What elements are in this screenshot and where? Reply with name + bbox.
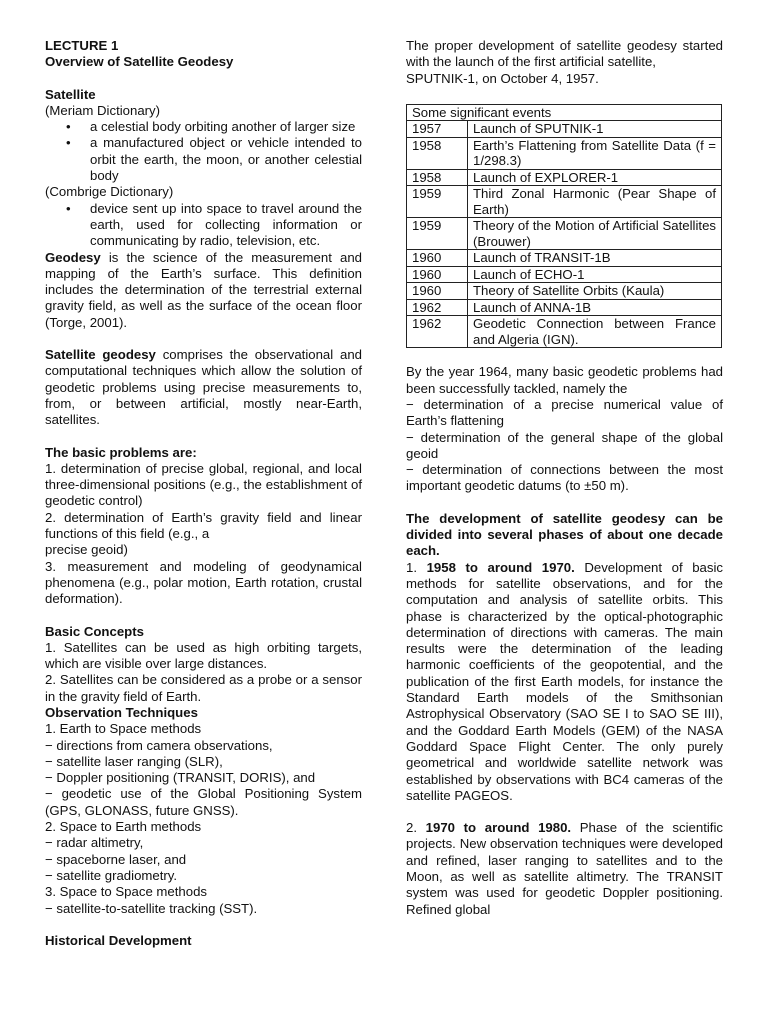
observation-line: 3. Space to Space methods: [45, 884, 208, 900]
events-table: [406, 104, 722, 349]
satellite-geodesy-definition: [45, 347, 362, 428]
table-row: [407, 266, 722, 283]
satellite-heading: Satellite: [45, 86, 96, 102]
concept-item: 1. Satellites can be used as high orbiting targets, which are visible over large distances.: [45, 639, 362, 672]
by-1964-item: − determination of a precise numerical value of Earth’s flattening: [406, 396, 723, 429]
event-year: 1962: [407, 299, 468, 316]
observation-line: 1. Earth to Space methods: [45, 721, 202, 737]
intro-paragraph: The proper development of satellite geodesy started with the launch of the first artificial satellite,: [406, 38, 723, 70]
event-year: 1959: [407, 218, 468, 250]
event-text: Launch of ANNA-1B: [468, 299, 722, 316]
observation-heading: Observation Techniques: [45, 704, 198, 720]
intro-paragraph-2: SPUTNIK-1, on October 4, 1957.: [406, 70, 599, 86]
table-row: [407, 283, 722, 300]
combrige-list: [45, 201, 362, 250]
table-header-row: [407, 104, 722, 121]
phase-1-text: Development of basic methods for satellite observations, and for the computation and analysis of satellite orbits. This phase is characterized by the optical-photographic determination of directions with cameras. The main results were the determination of the leading harmonic coefficients of the geopotential, and the publication of the first Earth models, for instance the Standard Earth models of the Smithsonian Astrophysical Observatory (SAO SE I to SAO SE III), and the Goddard Earth Models (GEM) of the NASA Goddard Space Flight Center. The only purely geometrical and worldwide satellite network was established by observations with BC4 cameras of the satellite PAGEOS.: [406, 559, 723, 803]
table-row: [407, 218, 722, 250]
table-header: Some significant events: [407, 104, 722, 121]
combrige-source: (Combrige Dictionary): [45, 184, 174, 200]
right-column: [406, 38, 723, 918]
table-row: [407, 186, 722, 218]
list-item: • a manufactured object or vehicle intended to orbit the earth, the moon, or another celestial body: [45, 135, 362, 184]
event-text: Launch of ECHO-1: [468, 266, 722, 283]
by-1964-paragraph: By the year 1964, many basic geodetic problems had been successfully tackled, namely the: [406, 364, 723, 396]
event-year: 1958: [407, 137, 468, 169]
list-item: • device sent up into space to travel around the earth, used for collecting information or communicating by radio, television, etc.: [45, 201, 362, 250]
meriam-source: (Meriam Dictionary): [45, 102, 161, 118]
event-text: Launch of TRANSIT-1B: [468, 250, 722, 267]
observation-line: − satellite gradiometry.: [45, 867, 178, 883]
event-text: Theory of Satellite Orbits (Kaula): [468, 283, 722, 300]
event-year: 1959: [407, 186, 468, 218]
table-row: [407, 137, 722, 169]
by-1964-item: − determination of connections between the most important geodetic datums (to ±50 m).: [406, 462, 723, 494]
event-year: 1958: [407, 169, 468, 186]
observation-line: − spaceborne laser, and: [45, 851, 187, 867]
phase-2-number: 2.: [406, 820, 426, 836]
event-text: Launch of SPUTNIK-1: [468, 121, 722, 138]
table-row: [407, 169, 722, 186]
event-year: 1962: [407, 316, 468, 348]
lecture-title: LECTURE 1: [45, 38, 119, 53]
phase-2-text: Phase of the scientific projects. New observation techniques were developed and refined, laser ranging to satellites and to the Moon, as well as satellite altimetry. The TRANSIT system was used for geodetic Doppler positioning. Refined global: [406, 820, 723, 917]
table-row: [407, 299, 722, 316]
event-text: Third Zonal Harmonic (Pear Shape of Earth): [468, 186, 722, 218]
table-row: [407, 121, 722, 138]
observation-line: − radar altimetry,: [45, 835, 144, 851]
left-column: [45, 38, 362, 949]
satellite-geodesy-def-text: comprises the observational and computational techniques which allow the solution of geodetic problems using precise measurements to, from, or between artificial, mostly near-Earth, satellites.: [45, 347, 362, 428]
problem-item: 2. determination of Earth’s gravity field and linear functions of this field (e.g., a: [45, 509, 362, 542]
by-1964-item: − determination of the general shape of the global geoid: [406, 429, 723, 461]
phase-2-period: 1970 to around 1980.: [425, 820, 572, 836]
geodesy-definition: [45, 250, 362, 331]
event-year: 1960: [407, 266, 468, 283]
event-text: Theory of the Motion of Artificial Satellites (Brouwer): [468, 218, 722, 250]
satellite-geodesy-term: Satellite geodesy: [45, 347, 156, 363]
lecture-subtitle: Overview of Satellite Geodesy: [45, 54, 234, 70]
event-year: 1957: [407, 121, 468, 138]
problem-item: 1. determination of precise global, regional, and local three-dimensional positions (e.g., the establishment of geodetic control): [45, 460, 362, 509]
event-text: Earth’s Flattening from Satellite Data (f = 1/298.3): [468, 137, 722, 169]
list-item: • a celestial body orbiting another of larger size: [45, 119, 362, 135]
event-year: 1960: [407, 250, 468, 267]
phase-1-number: 1.: [406, 559, 427, 575]
history-heading: Historical Development: [45, 932, 192, 948]
table-row: [407, 250, 722, 267]
observation-line: − geodetic use of the Global Positioning System (GPS, GLONASS, future GNSS).: [45, 786, 362, 818]
geodesy-term: Geodesy: [45, 249, 101, 265]
concept-item: 2. Satellites can be considered as a probe or a sensor in the gravity field of Earth.: [45, 672, 362, 704]
observation-line: − Doppler positioning (TRANSIT, DORIS), and: [45, 770, 316, 786]
event-year: 1960: [407, 283, 468, 300]
table-row: [407, 316, 722, 348]
phase-2-paragraph: [406, 820, 723, 918]
problem-item: 3. measurement and modeling of geodynamical phenomena (e.g., polar motion, Earth rotation, crustal deformation).: [45, 558, 362, 607]
geodesy-def-text: is the science of the measurement and mapping of the Earth’s surface. This definition includes the determination of the terrestrial external gravity field, as well as the surface of the ocean floor (Torge, 2001).: [45, 249, 362, 330]
phases-heading: The development of satellite geodesy can be divided into several phases of about one decade each.: [406, 510, 723, 559]
problem-item: precise geoid): [45, 542, 128, 558]
observation-line: 2. Space to Earth methods: [45, 819, 202, 835]
problems-heading: The basic problems are:: [45, 444, 197, 460]
event-text: Launch of EXPLORER-1: [468, 169, 722, 186]
phase-1-period: 1958 to around 1970.: [426, 559, 575, 575]
meriam-list: [45, 119, 362, 184]
concepts-heading: Basic Concepts: [45, 623, 144, 639]
observation-line: − directions from camera observations,: [45, 737, 273, 753]
phase-1-paragraph: [406, 560, 723, 804]
event-text: Geodetic Connection between France and Algeria (IGN).: [468, 316, 722, 348]
observation-line: − satellite-to-satellite tracking (SST).: [45, 900, 258, 916]
observation-line: − satellite laser ranging (SLR),: [45, 753, 223, 769]
